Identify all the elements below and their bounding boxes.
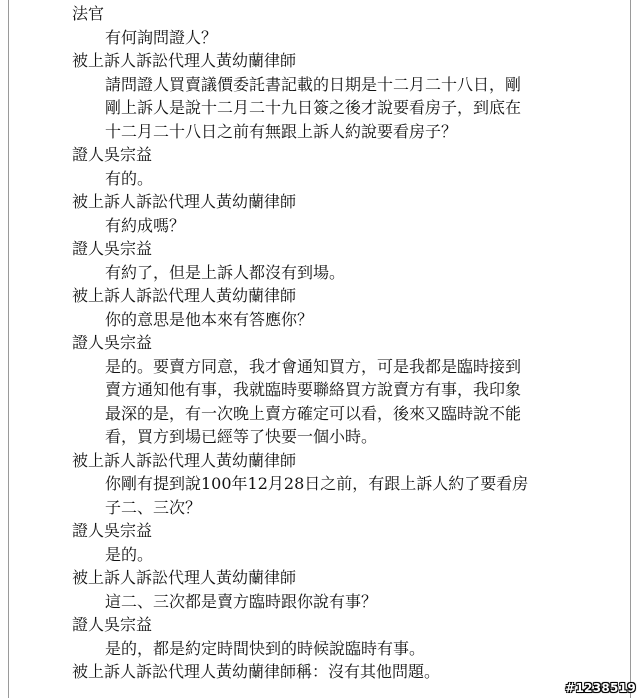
utterance-text: 最深的是，有一次晚上賣方確定可以看，後來又臨時說不能 [105, 403, 522, 423]
utterance-text: 是的。要賣方同意，我才會通知買方，可是我都是臨時接到 [105, 356, 522, 376]
utterance-text: 賣方通知他有事，我就臨時要聯絡買方說賣方有事，我印象 [105, 380, 522, 399]
speaker-label: 證人吳宗益 [72, 615, 153, 634]
utterance-text: 請問證人買賣議價委託書記載的日期是十二月二十八日，剛 [105, 74, 522, 94]
speaker-label: 被上訴人訴訟代理人黃幼蘭律師 [72, 192, 297, 211]
watermark-id: #1238519 [565, 681, 636, 695]
speaker-label: 證人吳宗益 [72, 521, 153, 540]
utterance-text: 剛上訴人是說十二月二十九日簽之後才說要看房子，到底在 [105, 98, 522, 117]
speaker-label: 證人吳宗益 [72, 239, 153, 258]
utterance-text: 你剛有提到說100年12月28日之前，有跟上訴人約了要看房 [105, 474, 529, 493]
utterance-text: 有約了，但是上訴人都沒有到場。 [105, 262, 346, 282]
utterance-text: 有的。 [105, 168, 154, 188]
speaker-label: 被上訴人訴訟代理人黃幼蘭律師 [72, 286, 297, 305]
speaker-label: 法官 [72, 4, 105, 23]
speaker-label: 被上訴人訴訟代理人黃幼蘭律師稱：沒有其他問題。 [72, 662, 441, 681]
utterance-text: 十二月二十八日之前有無跟上訴人約說要看房子？ [105, 121, 458, 141]
utterance-text: 有約成嗎？ [105, 215, 186, 235]
utterance-text: 這二、三次都是賣方臨時跟你說有事？ [105, 591, 378, 611]
court-transcript [72, 2, 592, 684]
document-page [8, 0, 631, 698]
speaker-label: 證人吳宗益 [72, 145, 153, 164]
speaker-label: 證人吳宗益 [72, 333, 153, 352]
utterance-text: 你的意思是他本來有答應你？ [105, 309, 314, 329]
speaker-label: 被上訴人訴訟代理人黃幼蘭律師 [72, 450, 297, 470]
utterance-text: 是的，都是約定時間快到的時候說臨時有事。 [105, 638, 426, 658]
utterance-text: 子二、三次？ [105, 497, 202, 517]
speaker-label: 被上訴人訴訟代理人黃幼蘭律師 [72, 51, 297, 70]
utterance-text: 看，買方到場已經等了快要一個小時。 [105, 427, 378, 446]
utterance-text: 有何詢問證人？ [105, 27, 218, 47]
utterance-text: 是的。 [105, 544, 154, 564]
speaker-label: 被上訴人訴訟代理人黃幼蘭律師 [72, 568, 297, 587]
